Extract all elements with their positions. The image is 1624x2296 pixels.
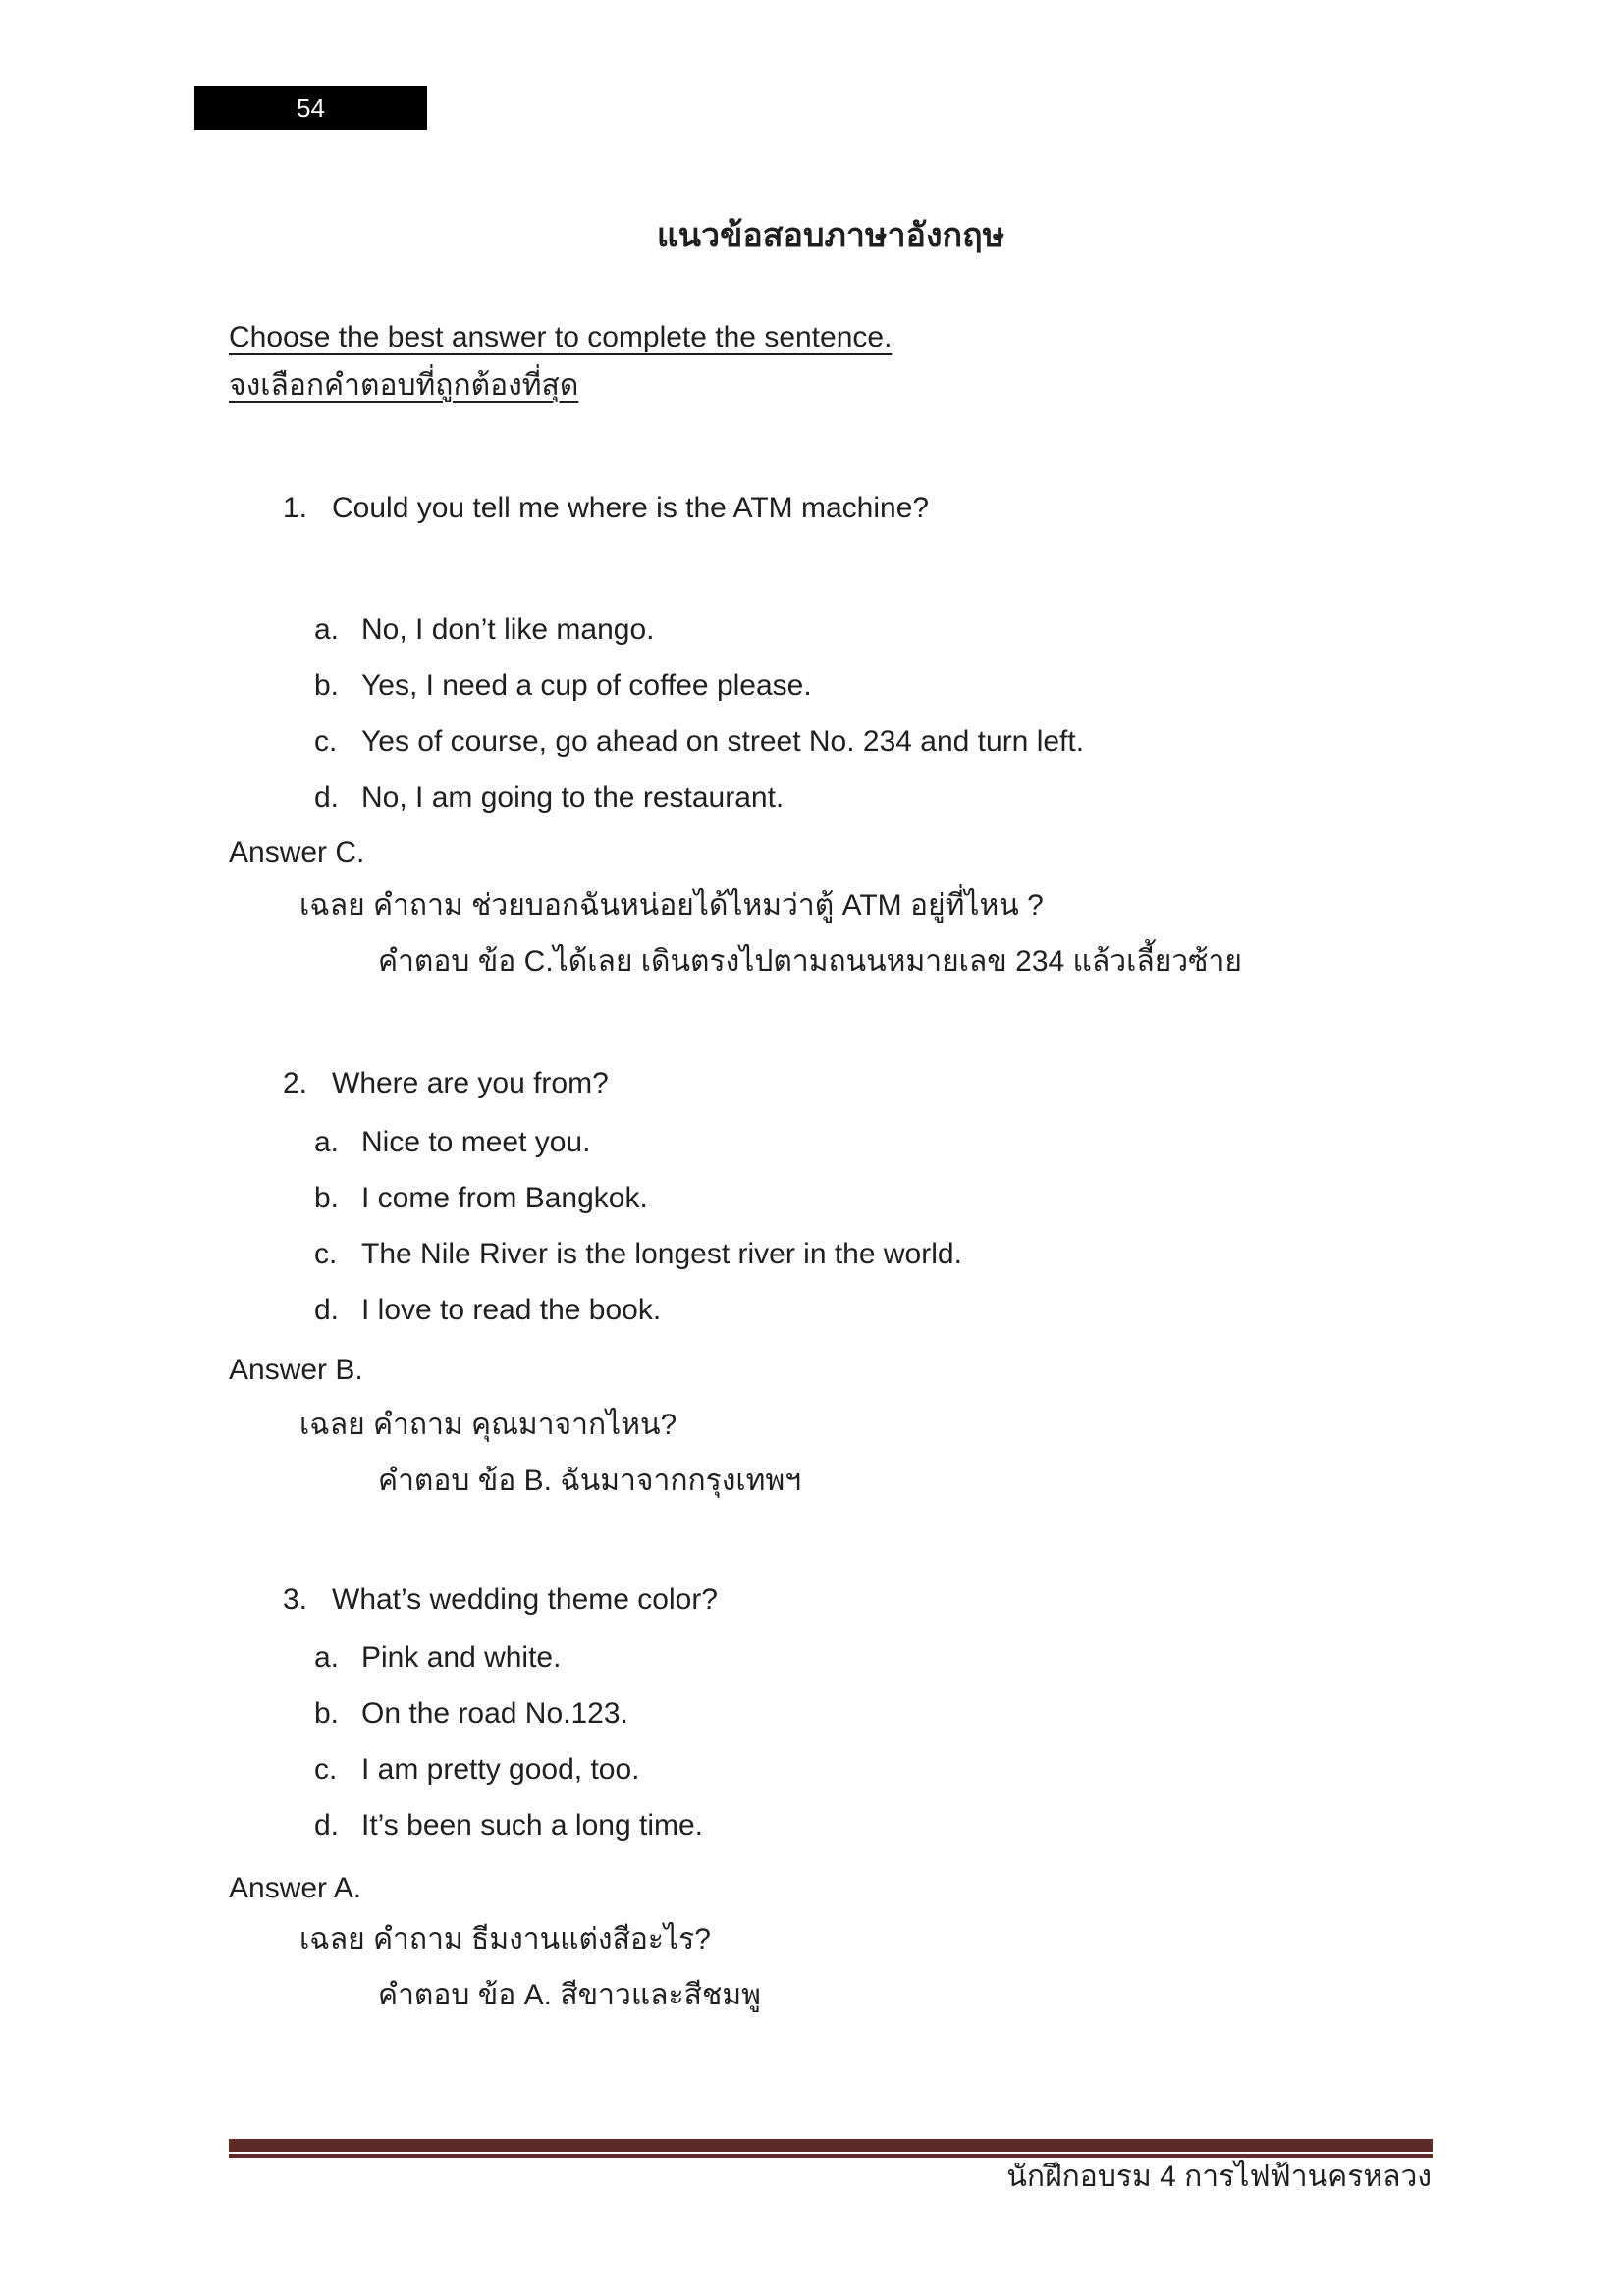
question-text: Could you tell me where is the ATM machine? — [332, 492, 930, 524]
option-letter: d. — [314, 1809, 340, 1842]
option-letter: b. — [314, 669, 340, 702]
option-letter: c. — [314, 725, 338, 758]
explanation-answer: คำตอบ ข้อ A. สีขาวและสีชมพู — [378, 1979, 761, 2011]
question-3 — [283, 1582, 718, 1618]
question-number: 1. — [283, 492, 308, 524]
question-2 — [283, 1066, 609, 1101]
option-text: It’s been such a long time. — [361, 1809, 703, 1842]
question-1-option-d — [314, 780, 784, 816]
question-1 — [283, 491, 929, 526]
option-text: I am pretty good, too. — [361, 1753, 640, 1786]
answer-label: Answer A. — [229, 1872, 362, 1904]
question-2-option-d — [314, 1293, 661, 1328]
question-2-option-a — [314, 1125, 590, 1160]
option-letter: b. — [314, 1182, 340, 1214]
footer-rule-thick — [229, 2139, 1433, 2152]
option-text: Yes of course, go ahead on street No. 234 and turn left. — [361, 725, 1085, 758]
option-letter: a. — [314, 614, 340, 646]
question-3-option-b — [314, 1696, 628, 1732]
option-text: Nice to meet you. — [361, 1126, 591, 1158]
option-letter: c. — [314, 1238, 338, 1270]
question-1-option-c — [314, 724, 1084, 760]
question-1-option-b — [314, 668, 812, 704]
explanation-question: เฉลย คำถาม ธีมงานแต่งสีอะไร? — [299, 1923, 711, 1955]
option-text: No, I am going to the restaurant. — [361, 781, 785, 814]
page-number: 54 — [297, 92, 325, 123]
instruction-thai: จงเลือกคำตอบที่ถูกต้องที่สุด — [229, 369, 579, 401]
question-1-option-a — [314, 613, 655, 648]
option-text: On the road No.123. — [361, 1697, 628, 1730]
option-letter: d. — [314, 1294, 340, 1326]
question-text: Where are you from? — [332, 1067, 609, 1099]
explanation-answer: คำตอบ ข้อ C.ได้เลย เดินตรงไปตามถนนหมายเลข 234 แล้วเลี้ยวซ้าย — [378, 945, 1242, 978]
question-number: 2. — [283, 1067, 308, 1099]
option-text: I come from Bangkok. — [361, 1182, 648, 1214]
question-text: What’s wedding theme color? — [332, 1583, 718, 1616]
question-2-option-c — [314, 1237, 962, 1272]
question-3-option-d — [314, 1808, 703, 1843]
option-letter: a. — [314, 1126, 340, 1158]
option-letter: c. — [314, 1753, 338, 1786]
option-text: Yes, I need a cup of coffee please. — [361, 669, 812, 702]
option-letter: b. — [314, 1697, 340, 1730]
page-title: แนวข้อสอบภาษาอังกฤษ — [656, 217, 1005, 254]
question-2-option-b — [314, 1181, 648, 1216]
explanation-question: เฉลย คำถาม คุณมาจากไหน? — [299, 1409, 677, 1441]
option-text: Pink and white. — [361, 1641, 562, 1674]
question-number: 3. — [283, 1583, 308, 1616]
answer-label: Answer C. — [229, 836, 365, 869]
footer-text: นักฝึกอบรม 4 การไฟฟ้านครหลวง — [1006, 2161, 1432, 2193]
explanation-question: เฉลย คำถาม ช่วยบอกฉันหน่อยได้ไหมว่าตู้ ATM อยู่ที่ไหน ? — [299, 889, 1044, 922]
explanation-answer: คำตอบ ข้อ B. ฉันมาจากกรุงเทพฯ — [378, 1465, 802, 1497]
option-letter: d. — [314, 781, 340, 814]
option-letter: a. — [314, 1641, 340, 1674]
option-text: The Nile River is the longest river in the world. — [361, 1238, 962, 1270]
answer-label: Answer B. — [229, 1354, 363, 1386]
question-3-option-c — [314, 1752, 640, 1788]
page-number-badge — [194, 86, 427, 130]
option-text: I love to read the book. — [361, 1294, 662, 1326]
instruction-english: Choose the best answer to complete the sentence. — [229, 321, 893, 353]
question-3-option-a — [314, 1640, 561, 1676]
option-text: No, I don’t like mango. — [361, 614, 655, 646]
